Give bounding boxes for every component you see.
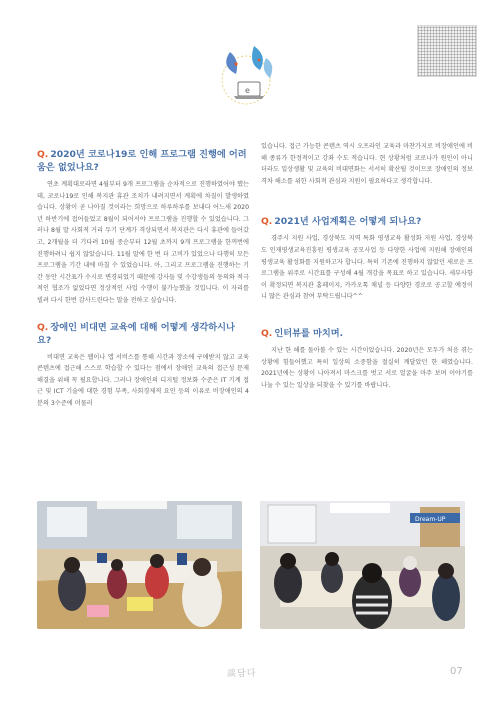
question-heading: Q. 2020년 코로나19로 인해 프로그램 진행에 어려움은 없었나요? xyxy=(37,149,247,173)
footer-logo: 談담다 xyxy=(227,669,257,679)
question-heading: Q. 인터뷰를 마치며. xyxy=(261,327,344,339)
question-heading: Q. 장애인 비대면 교육에 대해 어떻게 생각하시나요? xyxy=(37,321,235,346)
svg-text:e: e xyxy=(245,86,250,95)
answer-continuation: 있습니다. 접근 가능한 콘텐츠 역시 오프라인 교육과 마찬가지로 비장애인에 비해 종류가 한정적이고 강좌 수도 적습니다. 현 상황처럼 코로나가 원인이 아니더라도 일상생활 및 교육의 비대면화는 서서히 확산될 것이므로 장애인의 정보격차 해소를 위한 사회적 관심과 지원이 필요하다고 생각합니다. xyxy=(261,143,473,185)
left-column xyxy=(37,148,249,428)
qr-code xyxy=(417,25,477,77)
question-heading: Q. 2021년 사업계획은 어떻게 되나요? xyxy=(261,216,422,228)
right-column xyxy=(261,141,473,391)
class-photo-1 xyxy=(37,501,242,629)
answer-paragraph: 지난 한 해를 돌아볼 수 있는 시간이었습니다. 2020년은 모두가 처음 겪는 상황에 힘들어했고 특히 일상의 소중함을 절실히 깨달았던 한 해였습니다. 2021년에는 상황이 나아져서 마스크를 벗고 서로 얼굴을 마주 보며 이야기를 나눌 수 있는 일상을 되찾을 수 있기를 바랍니다. xyxy=(261,346,473,389)
header-illustration xyxy=(210,38,290,108)
page-number: 07 xyxy=(450,666,463,677)
answer-paragraph: 경주시 지원 사업, 경상북도 지역 특화 평생교육 활성화 지원 사업, 경상북도 인재평생교육진흥원 평생교육 공모사업 등 다양한 사업에 지원해 장애인의 평생교육 활성화를 지원하고자 합니다. 특히 기존에 진행하지 않았던 새로운 프로그램을 위주로 시간표를 구성해 4월 개강을 목표로 하고 있습니다. 세부사항이 확정되면 복지관 홈페이지, 카카오톡 채널 등 다양한 경로로 공고할 예정이니 많은 관심과 참여 부탁드립니다^^ xyxy=(261,235,473,301)
answer-paragraph: 연초 계획대로라면 4월부터 9개 프로그램을 순차적으로 진행하였어야 했는데, 코로나19로 인해 복지관 휴관 조치가 내려지면서 계획에 차질이 발생하였습니다. 상황이 곧 나아질 것이라는 희망으로 하루하루를 보내다 어느새 2020년 하반기에 접어들었고 8월이 되어서야 프로그램을 진행할 수 있었습니다. 그러나 8월 말 사회적 거리 두기 단계가 격상되면서 복지관은 다시 휴관에 들어갔고, 2개월을 더 기다려 10월 중순부터 12월 초까지 9개 프로그램을 한꺼번에 진행하려니 쉽지 않았습니다. 11월 말에 한 번 더 고비가 있었으나 다행히 모든 프로그램을 기간 내에 마칠 수 있었습니다. 아, 그리고 프로그램을 진행하는 기간 동안 시간표가 수시로 변경되었기 때문에 강사들 및 수강생들의 동의와 적극적인 협조가 없었다면 정상적인 사업 수행이 불가능했을 것입니다. 이 자리를 빌려 다시 한번 감사드린다는 말을 전하고 싶습니다. xyxy=(37,181,249,304)
leaf-icon xyxy=(252,46,263,70)
photo-sign-text: Dream-UP xyxy=(415,516,446,523)
answer-paragraph: 비대면 교육은 웹이나 앱 서비스를 통해 시간과 장소에 구애받지 않고 교육 콘텐츠에 접근해 스스로 학습할 수 있다는 점에서 장애인 교육의 접근성 문제 해결을 위해 꼭 필요합니다. 그러나 장애인의 디지털 정보화 수준은 IT 기계 접근 및 ICT 기술에 대한 경험 부족, 사회경제적 요인 등의 이유로 비장애인의 4분의 3수준에 머물러 xyxy=(37,353,249,407)
class-photo-2 xyxy=(260,501,465,629)
